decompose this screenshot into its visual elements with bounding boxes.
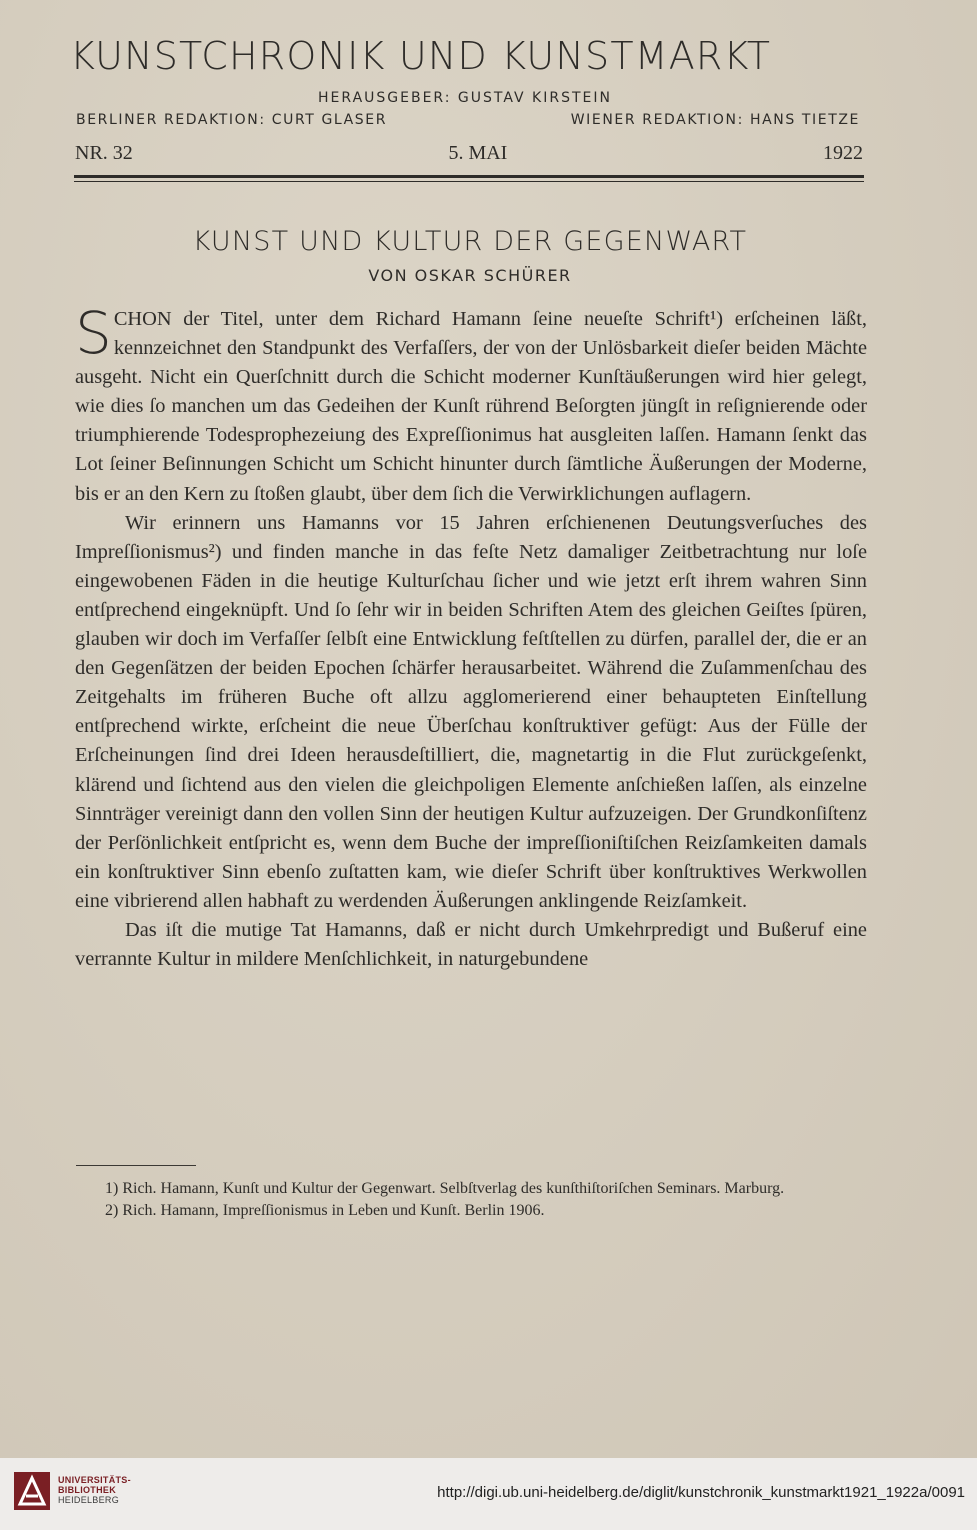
article-title: KUNST UND KULTUR DER GEGENWART — [192, 226, 748, 257]
library-name[interactable] — [58, 1475, 131, 1505]
library-line-3: HEIDELBERG — [58, 1495, 120, 1505]
paragraph-1-text: CHON der Titel, unter dem Richard Hamann ſeine neueſte Schrift¹) erſcheinen läßt, kennzeichnet den Standpunkt des Verfaſſers, der von der Unlösbarkeit dieſer beiden Mächte ausgeht. Nicht ein Querſchnitt durch die Schicht moderner Kunſtäußerungen wird hier gelegt, wie dies ſo manchen um das Gedeihen der Kunſt rührend Beſorgten jüngſt in reſignierende oder triumphierende Todesprophezeiung des Expreſſionimus hat ausgleiten laſſen. Hamann ſenkt das Lot ſeiner Beſinnungen Schicht um Schicht hinunter durch ſämtliche Äußerungen der Moderne, bis er an den Kern zu ſtoßen glaubt, über dem ſich die Verwirklichungen auflagern. — [75, 308, 867, 505]
library-line-2: BIBLIOTHEK — [58, 1485, 116, 1495]
editors-line — [76, 112, 860, 128]
berlin-editor: BERLINER REDAKTION: CURT GLASER — [76, 112, 388, 128]
paragraph-3: Das iſt die mutige Tat Hamanns, daß er nicht durch Umkehrpredigt und Bußeruf eine verrannte Kultur in mildere Menſchlichkeit, in naturgebundene — [75, 918, 867, 971]
masthead-rule-thin — [74, 181, 864, 182]
issue-row — [75, 142, 863, 165]
footnote-separator — [76, 1165, 196, 1166]
footnote-1: 1) Rich. Hamann, Kunſt und Kultur der Gegenwart. Selbſtverlag des kunſthiſtoriſchen Seminars. Marburg. — [105, 1180, 785, 1197]
issue-number: NR. 32 — [75, 142, 133, 164]
footnotes — [75, 1178, 867, 1222]
source-url-link[interactable]: http://digi.ub.uni-heidelberg.de/diglit/kunstchronik_kunstmarkt1921_1922a/0091 — [437, 1484, 965, 1501]
paragraph-1 — [75, 299, 867, 509]
publisher-line: HERAUSGEBER: GUSTAV KIRSTEIN — [318, 90, 612, 106]
paragraph-2: Wir erinnern uns Hamanns vor 15 Jahren erſchienenen Deutungsverſuches des Impreſſionismus²) und finden manche in das feſte Netz damaliger Zeitbetrachtung nur loſe eingewobenen Fäden in die heutige Kulturſchau ſicher und wie jetzt erſt ihrem wahren Sinn entſprechend eingeknüpft. Und ſo ſehr wir in beiden Schriften Atem des gleichen Geiſtes ſpüren, glauben wir doch im Verfaſſer ſelbſt eine Entwicklung feſtſtellen zu dürfen, parallel der, die er an den Gegenſätzen der beiden Epochen ſchärfer herausarbeitet. Während die Zuſammenſchau des Zeitgehalts im früheren Buche oft allzu agglomerierend einer behaupteten Einſtellung entſprechend wirkte, erſcheint die neue Überſchau konſtruktiver gefügt: Aus der Fülle der Erſcheinungen ſind drei Ideen herausdeſtilliert, die, magnetartig in die Flut zurückgeſenkt, klärend und ſichtend aus den vielen die gleichpoligen Elemente anſchießen laſſen, als einzelne Sinnträger vereinigt dann den vollen Sinn der heutigen Kultur aufzuzeigen. Der Grundkonſiſtenz der Perſönlichkeit entſpricht es, wenn dem Buche der impreſſioniſtiſchen Reizſamkeiten damals ein konſtruktiver Sinn ebenſo zuſtatten kam, wie dieſer Schrift über konſtruktives Werkwollen eine vibrierend allen habhaft zu werdenden Äußerungen anklingende Reizſamkeit. — [75, 511, 867, 912]
masthead-rule-thick — [74, 175, 864, 178]
viewer-footer — [0, 1458, 977, 1530]
footnote-2: 2) Rich. Hamann, Impreſſionismus in Leben und Kunſt. Berlin 1906. — [105, 1202, 545, 1219]
library-line-1: UNIVERSITÄTS- — [58, 1475, 131, 1485]
journal-title: KUNSTCHRONIK UND KUNSTMARKT — [70, 34, 772, 78]
article-byline: VON OSKAR SCHÜRER — [368, 266, 572, 285]
drop-cap: S — [75, 299, 112, 367]
issue-date: 5. MAI — [448, 142, 508, 164]
issue-year: 1922 — [823, 142, 863, 164]
university-library-logo-icon[interactable] — [12, 1470, 52, 1512]
vienna-editor: WIENER REDAKTION: HANS TIETZE — [570, 112, 860, 128]
article-body — [75, 299, 867, 974]
